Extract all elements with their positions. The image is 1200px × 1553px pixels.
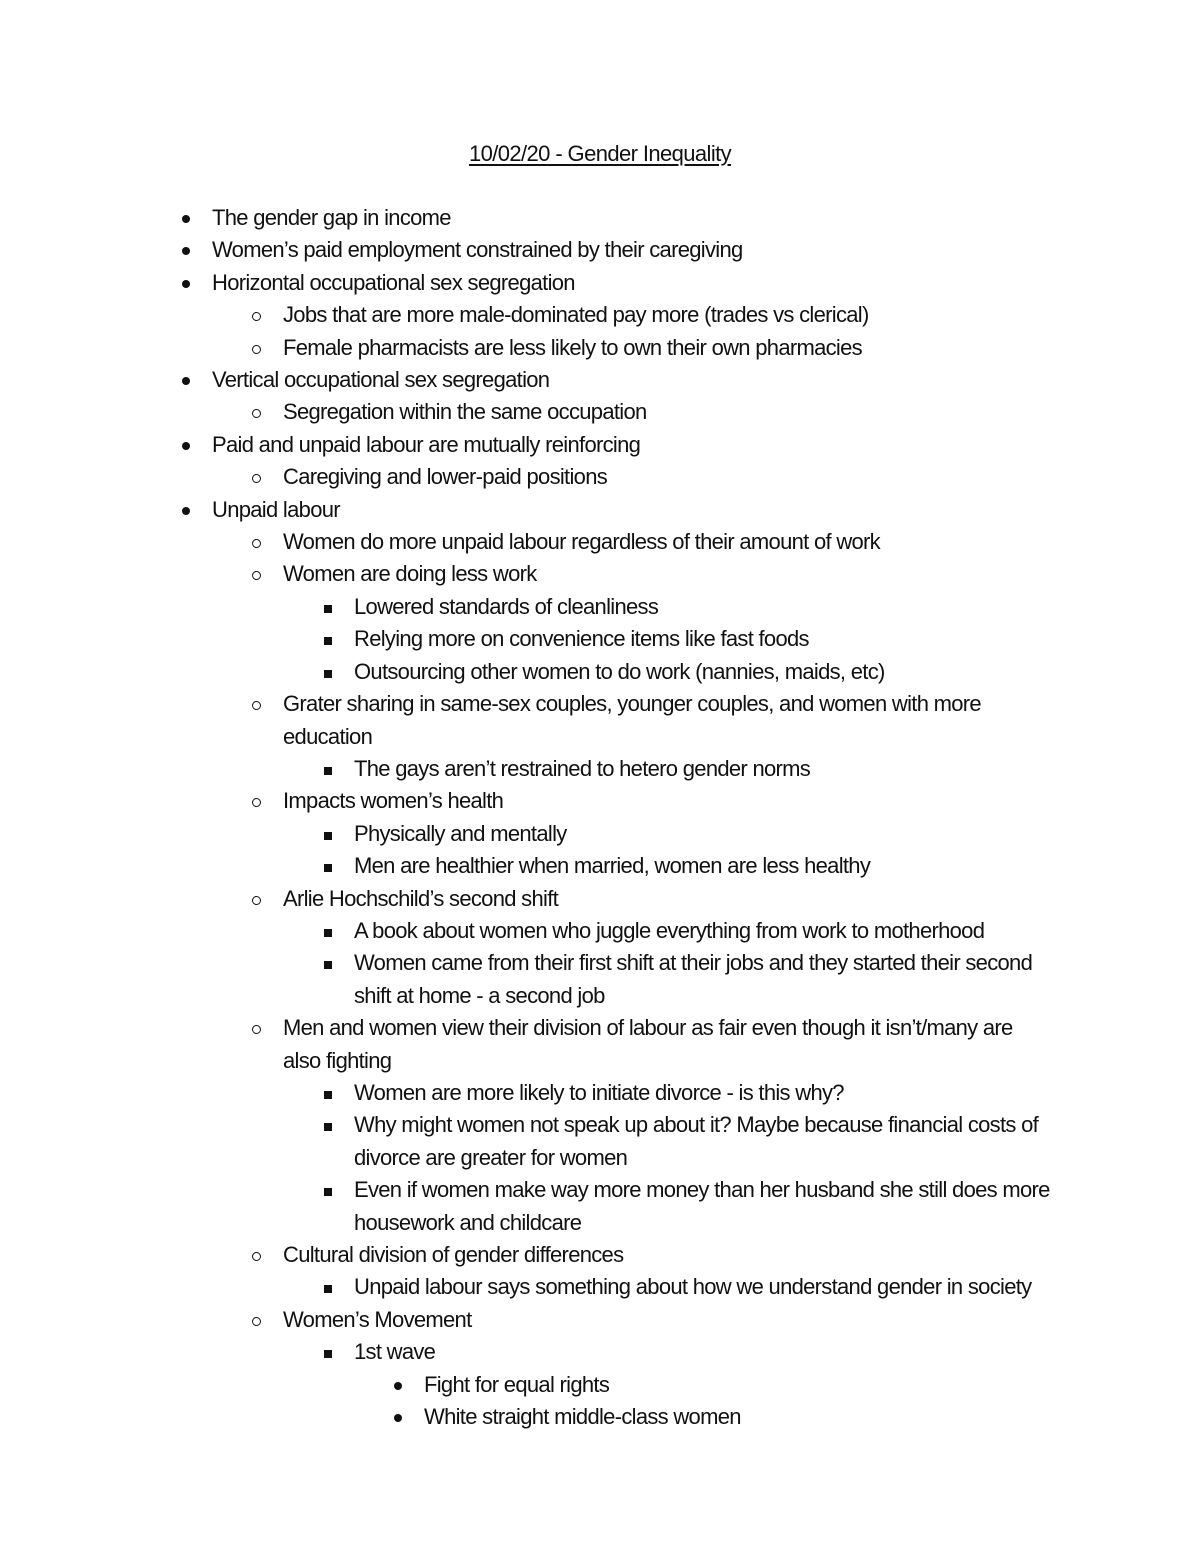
hollow-circle-bullet-icon (247, 526, 267, 558)
filled-circle-bullet-icon (176, 364, 196, 396)
list-item-text: White straight middle-class women (424, 1404, 741, 1430)
list-item-text: Vertical occupational sex segregation (212, 367, 550, 393)
filled-circle-bullet-icon (176, 202, 196, 234)
list-item-text: Paid and unpaid labour are mutually reinforcing (212, 431, 641, 457)
square-bullet-icon (318, 1336, 338, 1368)
list-item-text: The gender gap in income (212, 205, 451, 230)
list-item-text: A book about women who juggle everything from work to motherhood (354, 917, 985, 943)
list-item (354, 947, 1054, 1012)
list-item (283, 883, 1023, 915)
list-item (283, 1304, 1023, 1336)
list-item (354, 656, 1054, 688)
list-item (354, 915, 1054, 947)
list-item-text: Jobs that are more male-dominated pay more (trades vs clerical) (283, 302, 869, 328)
list-item-text: Women do more unpaid labour regardless of their amount of work (283, 529, 880, 555)
page-title: 10/02/20 - Gender Inequality (468, 141, 732, 166)
square-bullet-icon (318, 753, 338, 785)
filled-circle-bullet-icon (388, 1369, 408, 1401)
list-item (212, 364, 972, 396)
list-item-text: Women’s paid employment constrained by their caregiving (212, 237, 743, 263)
list-item (354, 818, 1054, 850)
list-item (354, 1174, 1054, 1239)
list-item (283, 785, 1023, 817)
square-bullet-icon (318, 623, 338, 655)
square-bullet-icon (318, 1109, 338, 1141)
square-bullet-icon (318, 818, 338, 850)
list-item-text: Fight for equal rights (424, 1371, 610, 1397)
square-bullet-icon (318, 915, 338, 947)
square-bullet-icon (318, 591, 338, 623)
list-item (424, 1369, 1184, 1401)
hollow-circle-bullet-icon (247, 461, 267, 493)
list-item-text: Women are more likely to initiate divorce - is this why? (354, 1079, 844, 1105)
list-item-text: Horizontal occupational sex segregation (212, 269, 575, 295)
list-item-text: Female pharmacists are less likely to own their own pharmacies (283, 334, 862, 360)
list-item-text: Relying more on convenience items like fast foods (354, 626, 809, 652)
list-item (283, 1239, 1023, 1271)
list-item (424, 1401, 1184, 1433)
list-item-text: Lowered standards of cleanliness (354, 593, 659, 619)
list-item-text: Women’s Movement (283, 1306, 472, 1332)
list-item (283, 1012, 1023, 1077)
list-item-text: Why might women not speak up about it? Maybe because financial costs of divorce are greater for women (354, 1112, 1039, 1170)
list-item-text: Cultural division of gender differences (283, 1242, 624, 1267)
hollow-circle-bullet-icon (247, 299, 267, 331)
list-item-text: Men are healthier when married, women are less healthy (354, 853, 871, 879)
list-item-text: Unpaid labour says something about how we understand gender in society (354, 1274, 1032, 1300)
list-item (354, 850, 1054, 882)
square-bullet-icon (318, 656, 338, 688)
list-item (354, 591, 1054, 623)
list-item (354, 1271, 1054, 1303)
list-item-text: Physically and mentally (354, 820, 567, 846)
list-item (354, 623, 1054, 655)
list-item-text: Women came from their first shift at their jobs and they started their second shift at home - a second job (354, 950, 1033, 1008)
filled-circle-bullet-icon (176, 234, 196, 266)
hollow-circle-bullet-icon (247, 1239, 267, 1271)
list-item (283, 332, 1023, 364)
list-item-text: Caregiving and lower-paid positions (283, 464, 608, 490)
hollow-circle-bullet-icon (247, 688, 267, 720)
list-item (212, 494, 972, 526)
list-item (354, 1109, 1054, 1174)
list-item (212, 202, 972, 234)
list-item-text: Even if women make way more money than her husband she still does more housework and childcare (354, 1177, 1050, 1235)
hollow-circle-bullet-icon (247, 785, 267, 817)
list-item-text: Impacts women’s health (283, 788, 504, 814)
list-item-text: Grater sharing in same-sex couples, younger couples, and women with more education (283, 691, 981, 749)
filled-circle-bullet-icon (176, 429, 196, 461)
hollow-circle-bullet-icon (247, 1304, 267, 1336)
filled-circle-bullet-icon (176, 494, 196, 526)
square-bullet-icon (318, 1174, 338, 1206)
list-item (283, 461, 1023, 493)
list-item (283, 299, 1023, 331)
list-item-text: Arlie Hochschild’s second shift (283, 885, 559, 911)
filled-circle-bullet-icon (176, 267, 196, 299)
list-item-text: Women are doing less work (283, 561, 537, 587)
hollow-circle-bullet-icon (247, 332, 267, 364)
hollow-circle-bullet-icon (247, 558, 267, 590)
list-item (354, 1336, 1054, 1368)
filled-circle-bullet-icon (388, 1401, 408, 1433)
list-item (283, 558, 1023, 590)
hollow-circle-bullet-icon (247, 1012, 267, 1044)
list-item-text: Unpaid labour (212, 496, 340, 522)
list-item-text: Segregation within the same occupation (283, 399, 647, 425)
list-item (212, 267, 972, 299)
list-item-text: 1st wave (354, 1339, 436, 1365)
bullet-outline (0, 202, 1200, 1433)
square-bullet-icon (318, 850, 338, 882)
list-item-text: Outsourcing other women to do work (nannies, maids, etc) (354, 658, 885, 684)
hollow-circle-bullet-icon (247, 396, 267, 428)
square-bullet-icon (318, 1077, 338, 1109)
list-item (283, 396, 1023, 428)
list-item (283, 688, 1023, 753)
list-item-text: Men and women view their division of labour as fair even though it isn’t/many are also fighting (283, 1015, 1013, 1073)
list-item (212, 234, 972, 266)
list-item (283, 526, 1023, 558)
hollow-circle-bullet-icon (247, 883, 267, 915)
list-item (354, 1077, 1054, 1109)
list-item (212, 429, 972, 461)
list-item (354, 753, 1054, 785)
square-bullet-icon (318, 1271, 338, 1303)
square-bullet-icon (318, 947, 338, 979)
list-item-text: The gays aren’t restrained to hetero gender norms (354, 755, 811, 781)
